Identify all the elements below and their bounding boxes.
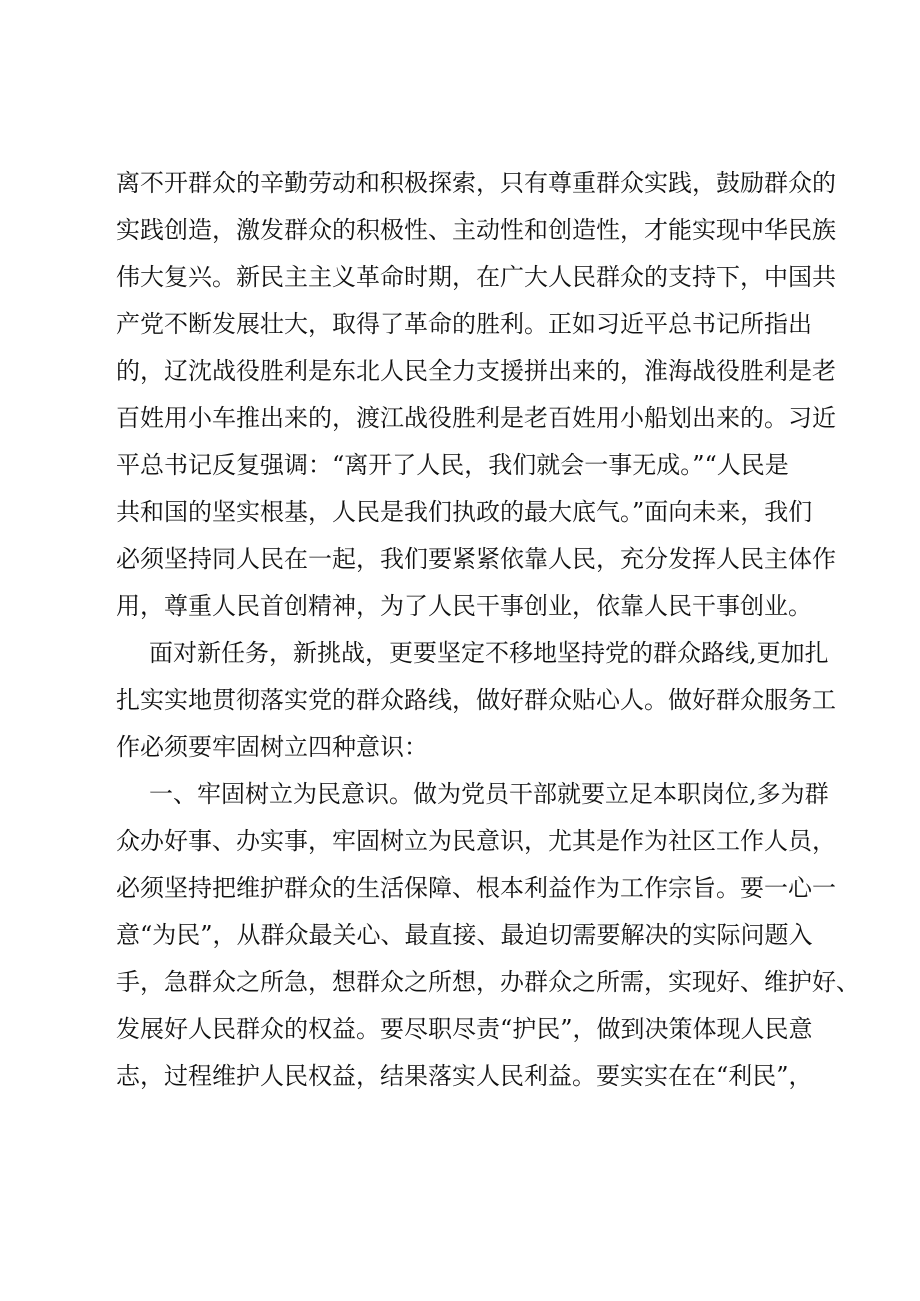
text-line: 百姓用小车推出来的，渡江战役胜利是老百姓用小船划出来的。习近	[116, 404, 836, 432]
body-text	[116, 160, 860, 1100]
text-line: 志，过程维护人民权益，结果落实人民利益。要实实在在“利民”，	[116, 1062, 813, 1090]
text-line: 一、牢固树立为民意识。做为党员干部就要立足本职岗位,多为群	[149, 780, 829, 808]
paragraph-3	[116, 771, 860, 1100]
text-line: 作必须要牢固树立四种意识：	[116, 733, 428, 761]
text-line: 面对新任务，新挑战，更要坚定不移地坚持党的群众路线,更加扎	[149, 639, 829, 667]
text-line: 用，尊重人民首创精神，为了人民干事创业，依靠人民干事创业。	[116, 592, 812, 620]
text-line: 产党不断发展壮大，取得了革命的胜利。正如习近平总书记所指出	[116, 310, 812, 338]
text-line: 众办好事、办实事，牢固树立为民意识，尤其是作为社区工作人员，	[116, 827, 836, 855]
text-line: 平总书记反复强调：“离开了人民，我们就会一事无成。”“人民是	[116, 451, 789, 479]
text-line: 实践创造，激发群众的积极性、主动性和创造性，才能实现中华民族	[116, 216, 836, 244]
text-line: 必须坚持同人民在一起，我们要紧紧依靠人民，充分发挥人民主体作	[116, 545, 836, 573]
text-line: 发展好人民群众的权益。要尽职尽责“护民”，做到决策体现人民意	[116, 1015, 813, 1043]
text-line: 离不开群众的辛勤劳动和积极探索，只有尊重群众实践，鼓励群众的	[116, 169, 836, 197]
text-line: 必须坚持把维护群众的生活保障、根本利益作为工作宗旨。要一心一	[116, 874, 836, 902]
paragraph-1	[116, 160, 836, 630]
text-line: 手，急群众之所急，想群众之所想，办群众之所需，实现好、维护好、	[116, 968, 860, 996]
text-line: 共和国的坚实根基，人民是我们执政的最大底气。”面向未来，我们	[116, 498, 813, 526]
paragraph-2	[116, 630, 836, 771]
text-line: 扎实实地贯彻落实党的群众路线，做好群众贴心人。做好群众服务工	[116, 686, 836, 714]
text-line: 意“为民”，从群众最关心、最直接、最迫切需要解决的实际问题入	[116, 921, 813, 949]
text-line: 伟大复兴。新民主主义革命时期，在广大人民群众的支持下，中国共	[116, 263, 836, 291]
text-line: 的，辽沈战役胜利是东北人民全力支援拼出来的，淮海战役胜利是老	[116, 357, 836, 385]
